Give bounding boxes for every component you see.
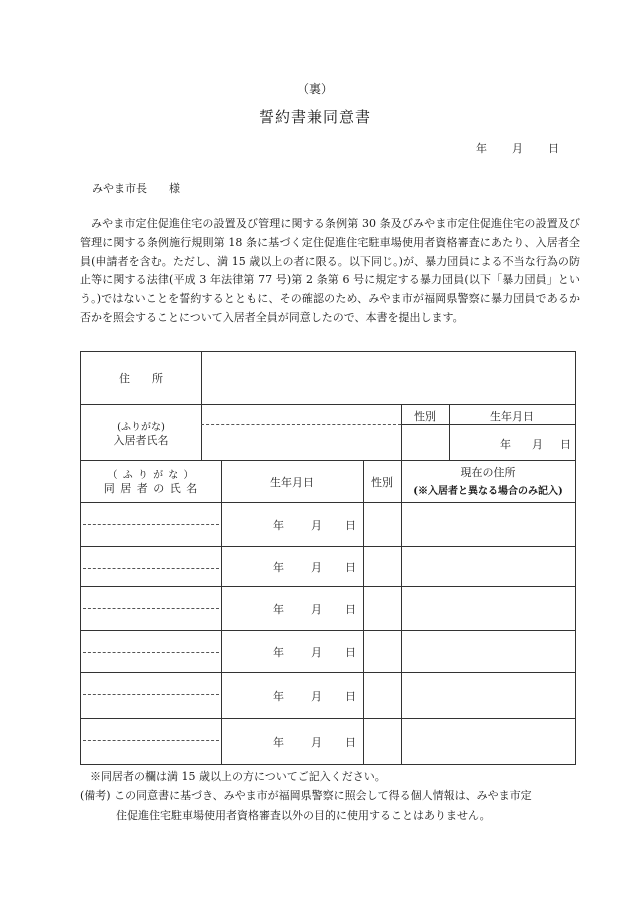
date-year: 年 <box>476 142 487 155</box>
cohabitant-birth-day: 日 <box>345 690 356 703</box>
current-address-label: 現在の住所 <box>460 466 516 479</box>
cohabitant-name-field[interactable] <box>83 587 219 629</box>
date-month: 月 <box>512 142 523 155</box>
cohabitant-name-field[interactable] <box>83 503 219 545</box>
cohabitant-name-field[interactable] <box>83 631 219 671</box>
cohabitant-birth-year: 年 <box>273 690 284 703</box>
cohabitant-gender-field[interactable] <box>364 719 400 763</box>
cohabitant-name-field[interactable] <box>83 673 219 717</box>
applicant-name-label: 入居者氏名 <box>113 434 169 447</box>
cohabitant-row <box>81 719 575 763</box>
cohabitant-row <box>81 673 575 717</box>
cohabitant-gender-field[interactable] <box>364 503 400 545</box>
applicant-gender-field[interactable] <box>402 425 448 459</box>
remarks-line-1: (備考) この同意書に基づき、みやま市が福岡県警察に照会して得る個人情報は、みやま市定 <box>80 789 532 802</box>
applicant-birth-day: 日 <box>560 438 571 451</box>
cohabitant-birth-month: 月 <box>311 736 322 749</box>
applicant-gender-label: 性別 <box>414 410 436 423</box>
cohabitant-birth-year: 年 <box>273 646 284 659</box>
cohabitant-birth-day: 日 <box>345 561 356 574</box>
cohabitant-birth-day: 日 <box>345 736 356 749</box>
cohabitant-gender-field[interactable] <box>364 587 400 629</box>
cohabitant-birth-day: 日 <box>345 603 356 616</box>
cohabitant-gender-field[interactable] <box>364 631 400 671</box>
cohabitant-address-field[interactable] <box>402 547 574 585</box>
applicant-name-field[interactable] <box>202 405 400 459</box>
cohabitant-birth-year: 年 <box>273 603 284 616</box>
cohabitant-name-field[interactable] <box>83 547 219 585</box>
cohabitant-furigana-label: （ ふ り が な ） <box>107 470 195 481</box>
current-address-note: (※入居者と異なる場合のみ記入) <box>413 486 563 497</box>
remarks <box>80 786 580 826</box>
remarks-line-2: 住促進住宅駐車場使用者資格審査以外の目的に使用することはありません。 <box>116 809 491 822</box>
applicant-birth-year: 年 <box>500 438 511 451</box>
cohabitant-address-field[interactable] <box>402 503 574 545</box>
cohabitant-birth-year: 年 <box>273 519 284 532</box>
address-label: 住 所 <box>119 372 163 385</box>
submission-date <box>476 140 559 156</box>
cohabitant-birth-month: 月 <box>311 690 322 703</box>
addressee <box>92 180 180 196</box>
addressee-name: みやま市長 <box>92 182 147 195</box>
cohabitant-birth-day: 日 <box>345 519 356 532</box>
cohabitant-address-field[interactable] <box>402 673 574 717</box>
applicant-birthdate-field[interactable] <box>450 425 574 459</box>
cohabitant-birth-day: 日 <box>345 646 356 659</box>
cohabitant-name-label: 同 居 者 の 氏 名 <box>103 482 199 495</box>
addressee-honorific: 様 <box>169 182 180 195</box>
pledge-paragraph: みやま市定住促進住宅の設置及び管理に関する条例第 30 条及びみやま市定住促進住宅の設置及び管理に関する条例施行規則第 18 条に基づく定住促進住宅駐車場使用者資格審査にあたり、入居者全員(申請者を含む。ただし、満 15 歳以上の者に限る。以下同じ。)が、暴力団員による不当な行為の防止等に関する法律(平成 3 年法律第 77 号)第 2 条第 6 号に規定する暴力団員(以下「暴力団員」という。)ではないことを誓約するとともに、その確認のため、みやま市が福岡県警察に暴力団員であるか否かを照会することについて入居者全員が同意したので、本書を提出します。 <box>80 217 580 324</box>
consent-form-table <box>80 351 576 765</box>
cohabitant-birth-year: 年 <box>273 561 284 574</box>
date-day: 日 <box>548 142 559 155</box>
cohabitant-age-note: ※同居者の欄は満 15 歳以上の方についてご記入ください。 <box>90 770 386 783</box>
cohabitant-birth-month: 月 <box>311 519 322 532</box>
cohabitant-row <box>81 587 575 629</box>
cohabitant-birthdate-label: 生年月日 <box>270 476 314 489</box>
cohabitant-row <box>81 547 575 585</box>
cohabitant-gender-label: 性別 <box>371 476 393 489</box>
cohabitant-gender-field[interactable] <box>364 547 400 585</box>
applicant-birth-month: 月 <box>532 438 543 451</box>
pledge-body <box>80 215 580 328</box>
cohabitant-row <box>81 503 575 545</box>
document-title: 誓約書兼同意書 <box>258 108 371 126</box>
cohabitant-birth-month: 月 <box>311 603 322 616</box>
cohabitant-address-field[interactable] <box>402 631 574 671</box>
address-field[interactable] <box>202 352 574 404</box>
applicant-birthdate-label: 生年月日 <box>490 410 534 423</box>
furigana-label: (ふりがな) <box>117 422 165 433</box>
cohabitant-address-field[interactable] <box>402 719 574 763</box>
cohabitant-birth-year: 年 <box>273 736 284 749</box>
cohabitant-gender-field[interactable] <box>364 673 400 717</box>
cohabitant-address-field[interactable] <box>402 587 574 629</box>
cohabitant-name-field[interactable] <box>83 719 219 763</box>
cohabitant-row <box>81 631 575 671</box>
reverse-side-mark: （裏） <box>296 82 333 96</box>
cohabitant-birth-month: 月 <box>311 646 322 659</box>
cohabitant-birth-month: 月 <box>311 561 322 574</box>
